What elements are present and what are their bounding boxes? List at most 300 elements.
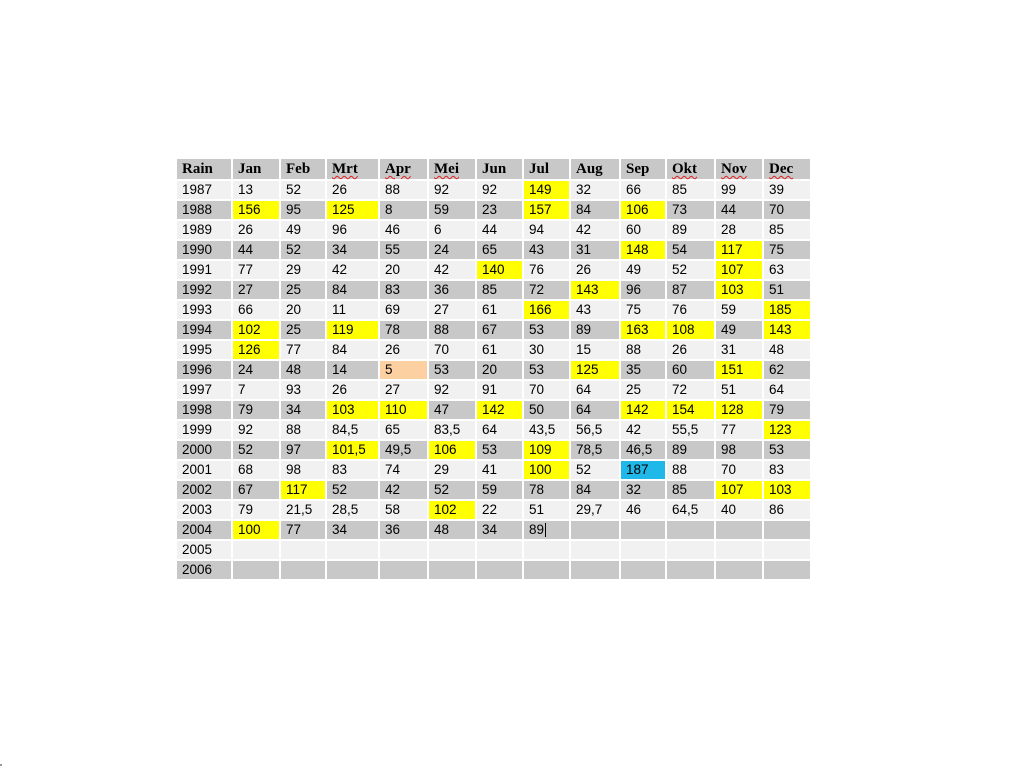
- value-cell-feb[interactable]: [281, 401, 325, 419]
- value-cell-jun[interactable]: [477, 441, 522, 459]
- value-cell-jun[interactable]: [477, 561, 522, 579]
- value-cell-aug[interactable]: [571, 281, 619, 299]
- value-cell-mrt[interactable]: [327, 261, 378, 279]
- value-cell-mrt[interactable]: [327, 541, 378, 559]
- value-cell-jun[interactable]: [477, 341, 522, 359]
- value-cell-mrt[interactable]: [327, 501, 378, 519]
- value-cell-dec[interactable]: [764, 241, 810, 259]
- value-cell-dec[interactable]: [764, 401, 810, 419]
- value-cell-jan[interactable]: [233, 341, 279, 359]
- value-cell-sep[interactable]: [621, 401, 665, 419]
- value-cell-aug[interactable]: [571, 521, 619, 539]
- cell-value: 8: [385, 202, 393, 217]
- value-cell-jul[interactable]: [524, 561, 569, 579]
- value-cell-feb[interactable]: [281, 221, 325, 239]
- value-cell-okt[interactable]: [667, 341, 714, 359]
- value-cell-jul[interactable]: [524, 301, 569, 319]
- value-cell-mrt[interactable]: [327, 521, 378, 539]
- year-cell[interactable]: 1997: [177, 381, 231, 399]
- value-cell-okt[interactable]: [667, 481, 714, 499]
- value-cell-jun[interactable]: [477, 401, 522, 419]
- value-cell-nov[interactable]: [716, 341, 762, 359]
- value-cell-jul[interactable]: [524, 361, 569, 379]
- value-cell-okt[interactable]: [667, 501, 714, 519]
- value-cell-sep[interactable]: [621, 201, 665, 219]
- value-cell-apr[interactable]: [380, 381, 427, 399]
- value-cell-okt[interactable]: [667, 421, 714, 439]
- value-cell-jun[interactable]: [477, 201, 522, 219]
- value-cell-okt[interactable]: [667, 201, 714, 219]
- value-cell-jun[interactable]: [477, 521, 522, 539]
- value-cell-jun[interactable]: [477, 501, 522, 519]
- year-cell[interactable]: 1994: [177, 321, 231, 339]
- value-cell-apr[interactable]: [380, 321, 427, 339]
- value-cell-dec[interactable]: [764, 381, 810, 399]
- value-cell-dec[interactable]: [764, 441, 810, 459]
- value-cell-jul[interactable]: [524, 521, 569, 539]
- cell-value: 59: [721, 302, 737, 317]
- value-cell-apr[interactable]: [380, 541, 427, 559]
- value-cell-aug[interactable]: [571, 501, 619, 519]
- value-cell-jun[interactable]: [477, 381, 522, 399]
- value-cell-apr[interactable]: [380, 361, 427, 379]
- value-cell-aug[interactable]: [571, 421, 619, 439]
- value-cell-jan[interactable]: [233, 301, 279, 319]
- header-cell-dec[interactable]: [764, 159, 810, 179]
- value-cell-jun[interactable]: [477, 181, 522, 199]
- value-cell-mei[interactable]: [429, 401, 475, 419]
- year-cell[interactable]: 1990: [177, 241, 231, 259]
- value-cell-mei[interactable]: [429, 561, 475, 579]
- value-cell-nov[interactable]: [716, 401, 762, 419]
- value-cell-sep[interactable]: [621, 561, 665, 579]
- value-cell-jul[interactable]: [524, 281, 569, 299]
- year-cell[interactable]: 2001: [177, 461, 231, 479]
- value-cell-okt[interactable]: [667, 401, 714, 419]
- value-cell-feb[interactable]: [281, 181, 325, 199]
- cell-value: 76: [529, 262, 545, 277]
- cell-value: 43,5: [529, 422, 556, 437]
- table-row: [177, 441, 810, 459]
- value-cell-mei[interactable]: [429, 541, 475, 559]
- value-cell-mei[interactable]: [429, 381, 475, 399]
- value-cell-dec[interactable]: [764, 221, 810, 239]
- value-cell-dec[interactable]: [764, 261, 810, 279]
- value-cell-mei[interactable]: [429, 201, 475, 219]
- value-cell-jan[interactable]: [233, 361, 279, 379]
- value-cell-nov[interactable]: [716, 541, 762, 559]
- value-cell-mei[interactable]: [429, 341, 475, 359]
- value-cell-okt[interactable]: [667, 241, 714, 259]
- value-cell-dec[interactable]: [764, 481, 810, 499]
- value-cell-apr[interactable]: [380, 481, 427, 499]
- value-cell-jan[interactable]: [233, 441, 279, 459]
- value-cell-aug[interactable]: [571, 381, 619, 399]
- value-cell-nov[interactable]: [716, 481, 762, 499]
- value-cell-nov[interactable]: [716, 221, 762, 239]
- value-cell-aug[interactable]: [571, 341, 619, 359]
- value-cell-okt[interactable]: [667, 521, 714, 539]
- value-cell-nov[interactable]: [716, 321, 762, 339]
- year-cell[interactable]: 2002: [177, 481, 231, 499]
- value-cell-sep[interactable]: [621, 461, 665, 479]
- year-cell[interactable]: 1993: [177, 301, 231, 319]
- value-cell-okt[interactable]: [667, 461, 714, 479]
- year-cell[interactable]: 1995: [177, 341, 231, 359]
- value-cell-jul[interactable]: [524, 461, 569, 479]
- value-cell-jun[interactable]: [477, 481, 522, 499]
- value-cell-apr[interactable]: [380, 201, 427, 219]
- value-cell-mei[interactable]: [429, 481, 475, 499]
- value-cell-feb[interactable]: [281, 261, 325, 279]
- value-cell-mrt[interactable]: [327, 301, 378, 319]
- value-cell-sep[interactable]: [621, 421, 665, 439]
- value-cell-mrt[interactable]: [327, 381, 378, 399]
- value-cell-okt[interactable]: [667, 301, 714, 319]
- value-cell-okt[interactable]: [667, 321, 714, 339]
- cell-value: 102: [238, 322, 261, 337]
- value-cell-nov[interactable]: [716, 361, 762, 379]
- value-cell-feb[interactable]: [281, 461, 325, 479]
- value-cell-sep[interactable]: [621, 481, 665, 499]
- cell-value: 95: [286, 202, 302, 217]
- value-cell-jul[interactable]: [524, 501, 569, 519]
- value-cell-jan[interactable]: [233, 561, 279, 579]
- value-cell-nov[interactable]: [716, 521, 762, 539]
- value-cell-mei[interactable]: [429, 501, 475, 519]
- value-cell-jul[interactable]: [524, 541, 569, 559]
- value-cell-jan[interactable]: [233, 401, 279, 419]
- cell-value: 96: [626, 282, 642, 297]
- value-cell-feb[interactable]: [281, 341, 325, 359]
- value-cell-jul[interactable]: [524, 181, 569, 199]
- value-cell-okt[interactable]: [667, 381, 714, 399]
- value-cell-apr[interactable]: [380, 181, 427, 199]
- value-cell-apr[interactable]: [380, 441, 427, 459]
- table-row: [177, 381, 810, 399]
- year-cell[interactable]: 2000: [177, 441, 231, 459]
- value-cell-jan[interactable]: [233, 521, 279, 539]
- cell-value: 64: [576, 402, 592, 417]
- value-cell-sep[interactable]: [621, 181, 665, 199]
- value-cell-jun[interactable]: [477, 461, 522, 479]
- value-cell-jun[interactable]: [477, 541, 522, 559]
- value-cell-feb[interactable]: [281, 541, 325, 559]
- value-cell-dec[interactable]: [764, 501, 810, 519]
- value-cell-nov[interactable]: [716, 501, 762, 519]
- cell-value: 107: [721, 262, 744, 277]
- value-cell-okt[interactable]: [667, 221, 714, 239]
- value-cell-jul[interactable]: [524, 221, 569, 239]
- value-cell-feb[interactable]: [281, 301, 325, 319]
- header-cell-apr[interactable]: [380, 159, 427, 179]
- year-cell[interactable]: 2005: [177, 541, 231, 559]
- value-cell-dec[interactable]: [764, 421, 810, 439]
- value-cell-aug[interactable]: [571, 221, 619, 239]
- cell-value: 98: [721, 442, 737, 457]
- value-cell-sep[interactable]: [621, 501, 665, 519]
- value-cell-sep[interactable]: [621, 341, 665, 359]
- value-cell-mei[interactable]: [429, 181, 475, 199]
- value-cell-dec[interactable]: [764, 461, 810, 479]
- value-cell-aug[interactable]: [571, 241, 619, 259]
- value-cell-mrt[interactable]: [327, 221, 378, 239]
- value-cell-aug[interactable]: [571, 201, 619, 219]
- value-cell-feb[interactable]: [281, 361, 325, 379]
- value-cell-dec[interactable]: [764, 301, 810, 319]
- cell-value: 106: [626, 202, 649, 217]
- year-cell[interactable]: 1992: [177, 281, 231, 299]
- cell-value: 70: [529, 382, 545, 397]
- value-cell-apr[interactable]: [380, 281, 427, 299]
- cell-value: 43: [529, 242, 545, 257]
- value-cell-aug[interactable]: [571, 541, 619, 559]
- value-cell-apr[interactable]: [380, 501, 427, 519]
- value-cell-jan[interactable]: [233, 281, 279, 299]
- header-label: Apr: [385, 161, 411, 177]
- value-cell-dec[interactable]: [764, 561, 810, 579]
- value-cell-nov[interactable]: [716, 461, 762, 479]
- value-cell-apr[interactable]: [380, 241, 427, 259]
- header-label: Sep: [626, 161, 650, 177]
- value-cell-mei[interactable]: [429, 281, 475, 299]
- value-cell-sep[interactable]: [621, 541, 665, 559]
- value-cell-mei[interactable]: [429, 241, 475, 259]
- value-cell-dec[interactable]: [764, 321, 810, 339]
- value-cell-aug[interactable]: [571, 361, 619, 379]
- value-cell-sep[interactable]: [621, 241, 665, 259]
- cell-value: 46: [626, 502, 642, 517]
- value-cell-mrt[interactable]: [327, 401, 378, 419]
- value-cell-jun[interactable]: [477, 281, 522, 299]
- header-cell-jun[interactable]: [477, 159, 522, 179]
- value-cell-dec[interactable]: [764, 181, 810, 199]
- value-cell-mrt[interactable]: [327, 181, 378, 199]
- value-cell-mrt[interactable]: [327, 461, 378, 479]
- value-cell-jun[interactable]: [477, 421, 522, 439]
- value-cell-okt[interactable]: [667, 441, 714, 459]
- value-cell-mrt[interactable]: [327, 201, 378, 219]
- year-cell[interactable]: 1999: [177, 421, 231, 439]
- value-cell-jul[interactable]: [524, 381, 569, 399]
- value-cell-feb[interactable]: [281, 201, 325, 219]
- value-cell-nov[interactable]: [716, 381, 762, 399]
- value-cell-jul[interactable]: [524, 261, 569, 279]
- value-cell-mrt[interactable]: [327, 241, 378, 259]
- value-cell-jul[interactable]: [524, 241, 569, 259]
- value-cell-apr[interactable]: [380, 561, 427, 579]
- value-cell-apr[interactable]: [380, 341, 427, 359]
- value-cell-jun[interactable]: [477, 361, 522, 379]
- value-cell-apr[interactable]: [380, 521, 427, 539]
- value-cell-dec[interactable]: [764, 361, 810, 379]
- value-cell-nov[interactable]: [716, 261, 762, 279]
- value-cell-aug[interactable]: [571, 461, 619, 479]
- year-cell[interactable]: 1988: [177, 201, 231, 219]
- value-cell-feb[interactable]: [281, 441, 325, 459]
- value-cell-nov[interactable]: [716, 441, 762, 459]
- value-cell-nov[interactable]: [716, 201, 762, 219]
- value-cell-jul[interactable]: [524, 341, 569, 359]
- value-cell-jul[interactable]: [524, 441, 569, 459]
- value-cell-mei[interactable]: [429, 521, 475, 539]
- value-cell-aug[interactable]: [571, 301, 619, 319]
- value-cell-jun[interactable]: [477, 241, 522, 259]
- value-cell-jan[interactable]: [233, 261, 279, 279]
- value-cell-jan[interactable]: [233, 381, 279, 399]
- value-cell-apr[interactable]: [380, 301, 427, 319]
- value-cell-feb[interactable]: [281, 281, 325, 299]
- value-cell-sep[interactable]: [621, 361, 665, 379]
- value-cell-mei[interactable]: [429, 421, 475, 439]
- value-cell-mrt[interactable]: [327, 481, 378, 499]
- year-cell[interactable]: 2004: [177, 521, 231, 539]
- value-cell-jan[interactable]: [233, 321, 279, 339]
- value-cell-feb[interactable]: [281, 521, 325, 539]
- value-cell-feb[interactable]: [281, 321, 325, 339]
- value-cell-jul[interactable]: [524, 401, 569, 419]
- cell-value: 156: [238, 202, 261, 217]
- value-cell-apr[interactable]: [380, 401, 427, 419]
- value-cell-sep[interactable]: [621, 381, 665, 399]
- value-cell-sep[interactable]: [621, 321, 665, 339]
- value-cell-nov[interactable]: [716, 561, 762, 579]
- value-cell-apr[interactable]: [380, 461, 427, 479]
- value-cell-mrt[interactable]: [327, 341, 378, 359]
- value-cell-aug[interactable]: [571, 561, 619, 579]
- cell-value: 75: [769, 242, 785, 257]
- value-cell-dec[interactable]: [764, 521, 810, 539]
- header-cell-feb[interactable]: [281, 159, 325, 179]
- header-cell-rain[interactable]: [177, 159, 231, 179]
- value-cell-sep[interactable]: [621, 441, 665, 459]
- value-cell-sep[interactable]: [621, 221, 665, 239]
- value-cell-jun[interactable]: [477, 261, 522, 279]
- value-cell-mrt[interactable]: [327, 361, 378, 379]
- value-cell-jan[interactable]: [233, 501, 279, 519]
- year-cell[interactable]: 1998: [177, 401, 231, 419]
- value-cell-jun[interactable]: [477, 301, 522, 319]
- value-cell-okt[interactable]: [667, 561, 714, 579]
- value-cell-apr[interactable]: [380, 261, 427, 279]
- value-cell-mei[interactable]: [429, 261, 475, 279]
- header-cell-okt[interactable]: [667, 159, 714, 179]
- value-cell-dec[interactable]: [764, 281, 810, 299]
- cell-value: 77: [238, 262, 254, 277]
- value-cell-nov[interactable]: [716, 241, 762, 259]
- value-cell-jun[interactable]: [477, 221, 522, 239]
- value-cell-sep[interactable]: [621, 521, 665, 539]
- value-cell-feb[interactable]: [281, 501, 325, 519]
- value-cell-mrt[interactable]: [327, 281, 378, 299]
- value-cell-nov[interactable]: [716, 421, 762, 439]
- cell-value: 42: [385, 482, 401, 497]
- value-cell-jan[interactable]: [233, 481, 279, 499]
- header-cell-mei[interactable]: [429, 159, 475, 179]
- value-cell-jan[interactable]: [233, 541, 279, 559]
- value-cell-sep[interactable]: [621, 261, 665, 279]
- value-cell-mrt[interactable]: [327, 441, 378, 459]
- value-cell-feb[interactable]: [281, 421, 325, 439]
- value-cell-mei[interactable]: [429, 321, 475, 339]
- cell-value: 46,5: [626, 442, 653, 457]
- year-cell[interactable]: 2003: [177, 501, 231, 519]
- table-body: [177, 181, 810, 579]
- value-cell-okt[interactable]: [667, 181, 714, 199]
- value-cell-okt[interactable]: [667, 281, 714, 299]
- header-cell-mrt[interactable]: [327, 159, 378, 179]
- cell-value: 49,5: [385, 442, 412, 457]
- value-cell-apr[interactable]: [380, 221, 427, 239]
- value-cell-apr[interactable]: [380, 421, 427, 439]
- value-cell-jan[interactable]: [233, 461, 279, 479]
- value-cell-aug[interactable]: [571, 481, 619, 499]
- value-cell-jul[interactable]: [524, 201, 569, 219]
- value-cell-dec[interactable]: [764, 201, 810, 219]
- value-cell-feb[interactable]: [281, 561, 325, 579]
- value-cell-nov[interactable]: [716, 281, 762, 299]
- header-cell-jul[interactable]: [524, 159, 569, 179]
- value-cell-jan[interactable]: [233, 241, 279, 259]
- value-cell-jan[interactable]: [233, 181, 279, 199]
- value-cell-mrt[interactable]: [327, 561, 378, 579]
- value-cell-jan[interactable]: [233, 201, 279, 219]
- value-cell-dec[interactable]: [764, 541, 810, 559]
- header-cell-nov[interactable]: [716, 159, 762, 179]
- value-cell-aug[interactable]: [571, 441, 619, 459]
- value-cell-aug[interactable]: [571, 181, 619, 199]
- value-cell-feb[interactable]: [281, 381, 325, 399]
- value-cell-mei[interactable]: [429, 221, 475, 239]
- value-cell-aug[interactable]: [571, 321, 619, 339]
- value-cell-aug[interactable]: [571, 401, 619, 419]
- header-cell-jan[interactable]: [233, 159, 279, 179]
- value-cell-mei[interactable]: [429, 461, 475, 479]
- value-cell-okt[interactable]: [667, 541, 714, 559]
- value-cell-feb[interactable]: [281, 241, 325, 259]
- value-cell-jul[interactable]: [524, 481, 569, 499]
- value-cell-feb[interactable]: [281, 481, 325, 499]
- value-cell-mei[interactable]: [429, 301, 475, 319]
- year-cell[interactable]: 1996: [177, 361, 231, 379]
- year-cell[interactable]: 1987: [177, 181, 231, 199]
- value-cell-sep[interactable]: [621, 301, 665, 319]
- value-cell-jan[interactable]: [233, 421, 279, 439]
- value-cell-mei[interactable]: [429, 361, 475, 379]
- header-label: Mei: [434, 161, 459, 177]
- year-cell[interactable]: 1989: [177, 221, 231, 239]
- cell-value: 30: [529, 342, 545, 357]
- value-cell-nov[interactable]: [716, 301, 762, 319]
- year-cell[interactable]: 1991: [177, 261, 231, 279]
- value-cell-sep[interactable]: [621, 281, 665, 299]
- value-cell-jun[interactable]: [477, 321, 522, 339]
- value-cell-nov[interactable]: [716, 181, 762, 199]
- value-cell-dec[interactable]: [764, 341, 810, 359]
- header-cell-aug[interactable]: [571, 159, 619, 179]
- value-cell-jul[interactable]: [524, 321, 569, 339]
- value-cell-okt[interactable]: [667, 261, 714, 279]
- value-cell-jul[interactable]: [524, 421, 569, 439]
- value-cell-jan[interactable]: [233, 221, 279, 239]
- value-cell-mei[interactable]: [429, 441, 475, 459]
- value-cell-mrt[interactable]: [327, 321, 378, 339]
- header-cell-sep[interactable]: [621, 159, 665, 179]
- value-cell-mrt[interactable]: [327, 421, 378, 439]
- year-cell[interactable]: 2006: [177, 561, 231, 579]
- value-cell-aug[interactable]: [571, 261, 619, 279]
- value-cell-okt[interactable]: [667, 361, 714, 379]
